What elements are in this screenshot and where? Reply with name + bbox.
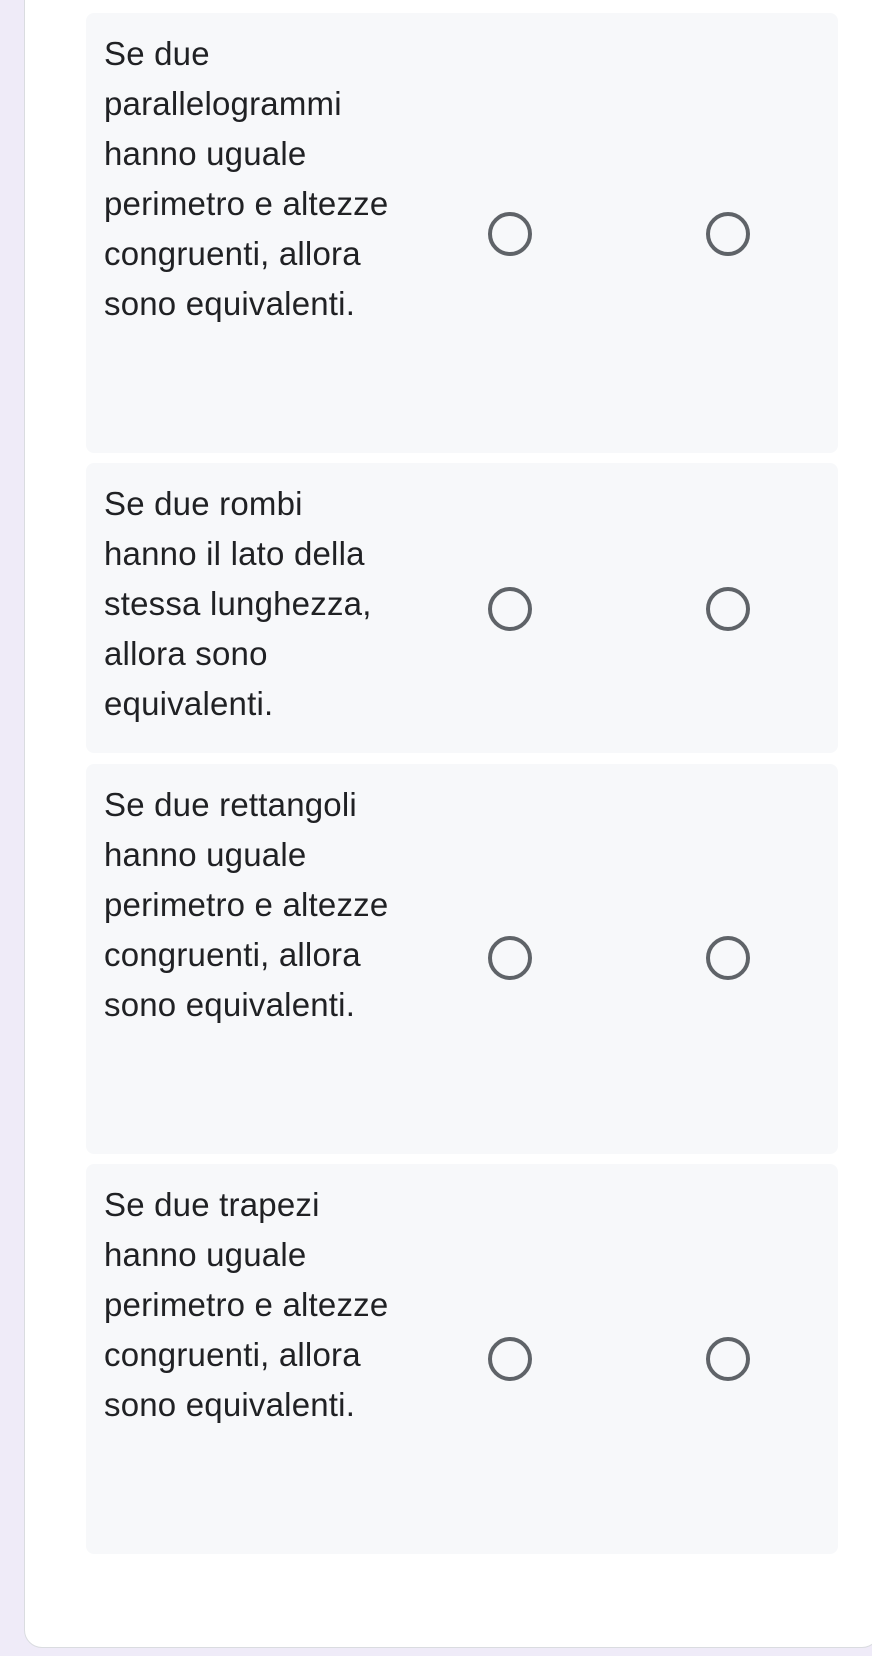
radio-option-1[interactable] [488,1337,532,1381]
row-label: Se due rombi hanno il lato della stessa lunghezza, allora sono equivalenti. [104,485,372,722]
grid-row-parallelogrammi [86,13,838,453]
row-label: Se due parallelogrammi hanno uguale perimetro e altezze congruenti, allora sono equivalenti. [104,35,389,322]
radio-option-1[interactable] [488,587,532,631]
radio-option-2[interactable] [706,936,750,980]
grid-row-rettangoli [86,764,838,1154]
row-label: Se due rettangoli hanno uguale perimetro e altezze congruenti, allora sono equivalenti. [104,786,389,1023]
radio-option-2[interactable] [706,1337,750,1381]
grid-row-rombi [86,463,838,753]
grid-row-trapezi [86,1164,838,1554]
radio-option-1[interactable] [488,212,532,256]
radio-option-1[interactable] [488,936,532,980]
row-label: Se due trapezi hanno uguale perimetro e altezze congruenti, allora sono equivalenti. [104,1186,389,1423]
radio-option-2[interactable] [706,212,750,256]
radio-option-2[interactable] [706,587,750,631]
